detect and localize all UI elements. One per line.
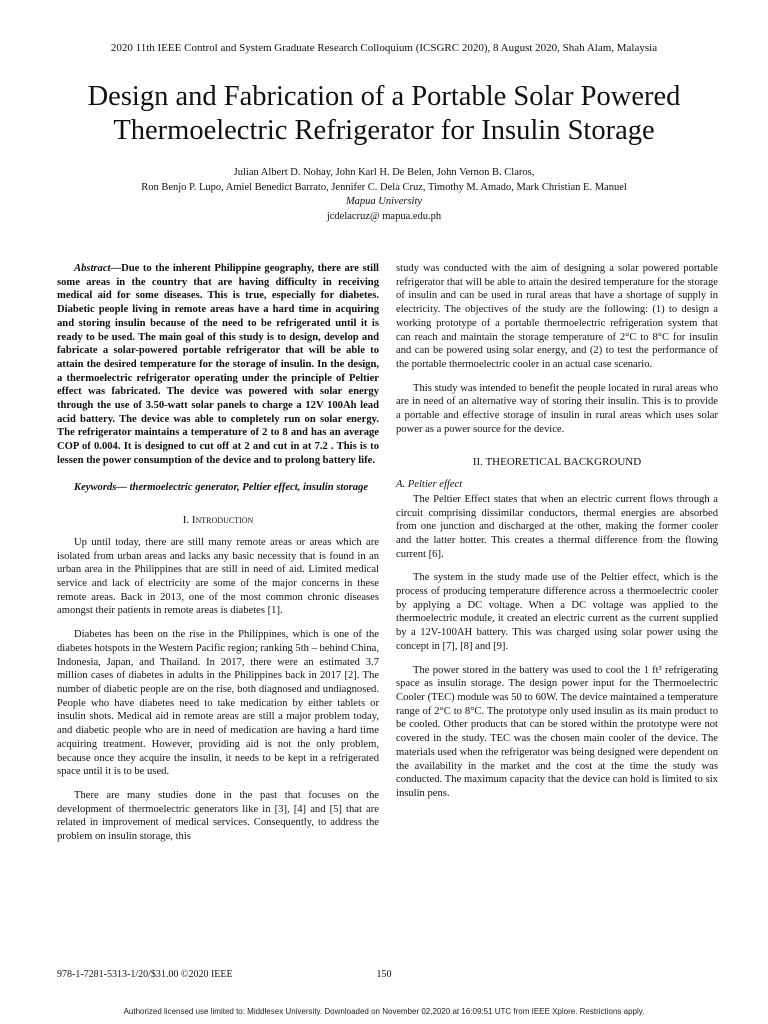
peltier-paragraph-2: The system in the study made use of the Peltier effect, which is the process of producing temperature difference across a thermoelectric cooler by applying a DC voltage. When a DC voltage was applied to the thermoelectric module, it created an electric current as the current supplied by a 12V-100AH battery. This was charged using solar power using the concept in [7], [8] and [9]. bbox=[396, 572, 718, 652]
intro-paragraph-5: This study was intended to benefit the people located in rural areas who are in need of an alternative way of storing their insulin. This is to provide a portable and effective storage of insulin in rural areas which uses solar power as a power source for the device. bbox=[396, 382, 718, 435]
title-line-2: Thermoelectric Refrigerator for Insulin Storage bbox=[113, 115, 655, 146]
author-email: jcdelacruz@ mapua.edu.ph bbox=[326, 210, 442, 222]
authors-line-2: Ron Benjo P. Lupo, Amiel Benedict Barrato, Jennifer C. Dela Cruz, Timothy M. Amado, Mark Christian E. Manuel bbox=[141, 181, 627, 193]
abstract bbox=[57, 262, 379, 468]
section-heading-theoretical-background bbox=[396, 456, 718, 470]
intro-paragraph-1: Up until today, there are still many remote areas or areas which are isolated from urban areas and lacks any basic necessity that is found in an urban area in the Philippines that are still in need of aid. Limited medical service and lack of electricity are some of the major concerns in these remote areas. Back in 2013, one of the most common chronic diseases amongst their patients in remote areas is diabetes [1]. bbox=[57, 536, 379, 617]
license-notice: Authorized licensed use limited to: Middlesex University. Downloaded on November 02,2020 at 16:09:51 UTC from IEEE Xplore. Restrictions apply. bbox=[123, 1007, 645, 1016]
author-block bbox=[40, 166, 728, 224]
footer-isbn: 978-1-7281-5313-1/20/$31.00 ©2020 IEEE bbox=[57, 969, 233, 980]
page-number: 150 bbox=[376, 969, 392, 980]
section-heading-introduction bbox=[57, 514, 379, 528]
intro-paragraph-2: Diabetes has been on the rise in the Philippines, which is one of the diabetes hotspots in the Western Pacific region; ranking 5th – behind China, Indonesia, Japan, and Thailand. In 2017, there were an estimated 3.7 million cases of diabetes in adults in the Philippines back in 2017 [2]. The number of diabetic people are on the rise, both diagnosed and undiagnosed. People who have diabetes need to take medication by either tablets or insulin shots. Medical aid in remote areas are still a major problem today, and diabetic people who are in need of medication are having a hard time acquiring treatment. However, providing aid is not the only problem, because once they acquire the insulin, it needs to be kept in a refrigerated space until it is to be used. bbox=[57, 629, 379, 778]
paper-title bbox=[40, 80, 728, 148]
section2-title: THEORETICAL BACKGROUND bbox=[485, 456, 642, 469]
abstract-label: Abstract bbox=[74, 263, 111, 274]
peltier-paragraph-1: The Peltier Effect states that when an electric current flows through a circuit comprising dissimilar conductors, thermal energies are absorbed from one junction and discharged at the other, making the former cooler and the latter hotter. This creates a thermal difference from the flowing current [6]. bbox=[396, 493, 718, 560]
subsection-heading-peltier: A. Peltier effect bbox=[396, 479, 463, 491]
left-column bbox=[57, 262, 379, 844]
intro-paragraph-4: study was conducted with the aim of designing a solar powered portable refrigerator that will be able to attain the desired temperature for the storage of insulin and can be used in rural areas that have a shortage of supply in electricity. The objectives of the study are the following: (1) to design a working prototype of a portable thermoelectric refrigeration system that can reach and maintain the storage temperature of 2°C to 8°C for insulin and can be powered using solar energy, and (2) to test the performance of the portable thermoelectric cooler in an actual case scenario. bbox=[396, 263, 718, 370]
right-column bbox=[396, 262, 718, 801]
peltier-paragraph-3: The power stored in the battery was used to cool the 1 ft³ refrigerating space as insulin storage. The design power input for the Thermoelectric Cooler (TEC) module was 50 to 60W. The device maintained a temperature range of 2°C to 8°C. The prototype only used insulin as its main product to be cooled. Other products that can be stored within the prototype were not covered in the study. TEC was the chosen main cooler of the device. The materials used when the refrigerator was being designed were dependent on the availability in the market and the cost at the time the study was conducted. The maximum capacity that the device can hold is limited to six insulin pens. bbox=[396, 664, 718, 799]
section1-numeral: I. bbox=[182, 514, 190, 527]
abstract-text: —Due to the inherent Philippine geography, there are still some areas in the country that are having difficulty in receiving medical aid for some diseases. This is true, especially for diabetes. Diabetic people living in remote areas have a hard time in acquiring and storing insulin because of the need to be refrigerated until it is ready to be used. The main goal of this study is to design, develop and fabricate a solar-powered portable refrigerator that will be able to attain the desired temperature for the storage of insulin. In the design, a thermoelectric refrigerator operating under the principle of Peltier effect was fabricated. The device was powered with solar energy through the use of 3.50-watt solar panels to charge a 12V 100Ah lead acid battery. The device was able to completely run on solar energy. The refrigerator maintains a temperature of 2 to 8 and has an average COP of 0.004. It is designed to cut off at 2 and cut in at 7.2 . This is to lessen the power consumption of the device and to prolong battery life. bbox=[57, 263, 379, 466]
conference-header: 2020 11th IEEE Control and System Graduate Research Colloquium (ICSGRC 2020), 8 August 2020, Shah Alam, Malaysia bbox=[110, 42, 658, 54]
authors-line-1: Julian Albert D. Nohay, John Karl H. De Belen, John Vernon B. Claros, bbox=[233, 167, 535, 178]
section2-numeral: II. bbox=[472, 456, 483, 469]
keywords: Keywords— thermoelectric generator, Peltier effect, insulin storage bbox=[74, 481, 369, 493]
intro-paragraph-3: There are many studies done in the past that focuses on the development of thermoelectric generators like in [3], [4] and [5] that are related in improvement of medical services. Consequently, to address the problem on insulin storage, this bbox=[57, 789, 379, 843]
affiliation: Mapua University bbox=[345, 196, 423, 207]
title-line-1: Design and Fabrication of a Portable Solar Powered bbox=[87, 81, 681, 112]
section1-title: Introduction bbox=[191, 514, 254, 527]
